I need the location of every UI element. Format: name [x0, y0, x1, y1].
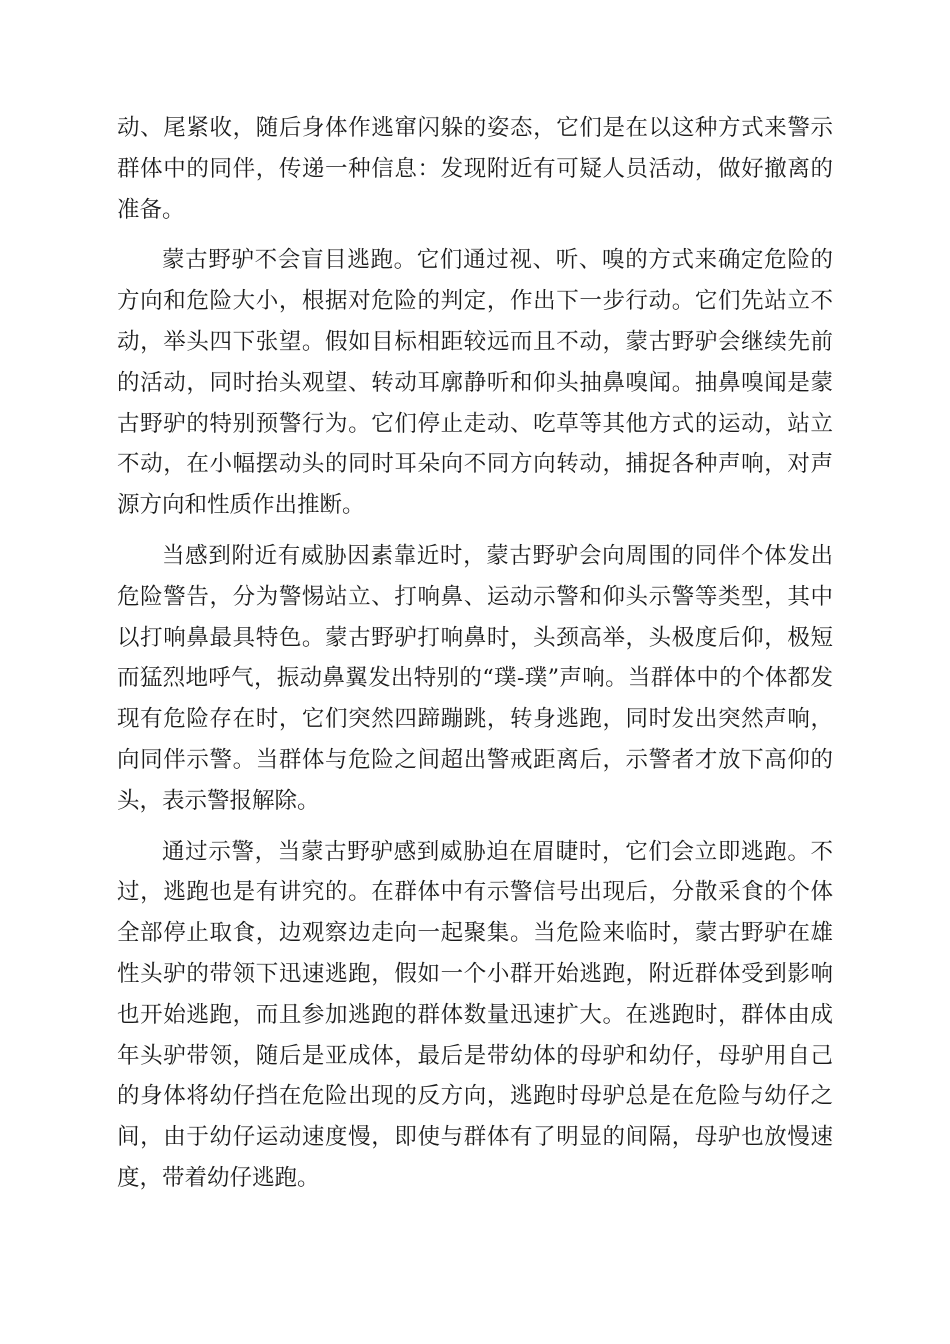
body-text — [117, 108, 833, 1209]
paragraph-warning: 当感到附近有威胁因素靠近时，蒙古野驴会向周围的同伴个体发出危险警告，分为警惕站立、打响鼻、运动示警和仰头示警等类型，其中以打响鼻最具特色。蒙古野驴打响鼻时，头颈高举，头极度后仰，极短而猛烈地呼气，振动鼻翼发出特别的“璞-璞”声响。当群体中的个体都发现有危险存在时，它们突然四蹄蹦跳，转身逃跑，同时发出突然声响，向同伴示警。当群体与危险之间超出警戒距离后，示警者才放下高仰的头，表示警报解除。 — [117, 542, 833, 814]
paragraph-vigilance: 蒙古野驴不会盲目逃跑。它们通过视、听、嗅的方式来确定危险的方向和危险大小，根据对危险的判定，作出下一步行动。它们先站立不动，举头四下张望。假如目标相距较远而且不动，蒙古野驴会继续先前的活动，同时抬头观望、转动耳廓静听和仰头抽鼻嗅闻。抽鼻嗅闻是蒙古野驴的特别预警行为。它们停止走动、吃草等其他方式的运动，站立不动，在小幅摆动头的同时耳朵向不同方向转动，捕捉各种声响，对声源方向和性质作出推断。 — [117, 247, 833, 519]
paragraph-escape: 通过示警，当蒙古野驴感到威胁迫在眉睫时，它们会立即逃跑。不过，逃跑也是有讲究的。在群体中有示警信号出现后，分散采食的个体全部停止取食，边观察边走向一起聚集。当危险来临时，蒙古野驴在雄性头驴的带领下迅速逃跑，假如一个小群开始逃跑，附近群体受到影响也开始逃跑，而且参加逃跑的群体数量迅速扩大。在逃跑时，群体由成年头驴带领，随后是亚成体，最后是带幼体的母驴和幼仔，母驴用自己的身体将幼仔挡在危险出现的反方向，逃跑时母驴总是在危险与幼仔之间，由于幼仔运动速度慢，即使与群体有了明显的间隔，母驴也放慢速度，带着幼仔逃跑。 — [117, 838, 833, 1191]
paragraph-continuation: 动、尾紧收，随后身体作逃窜闪躲的姿态，它们是在以这种方式来警示群体中的同伴，传递一种信息：发现附近有可疑人员活动，做好撤离的准备。 — [117, 115, 833, 223]
